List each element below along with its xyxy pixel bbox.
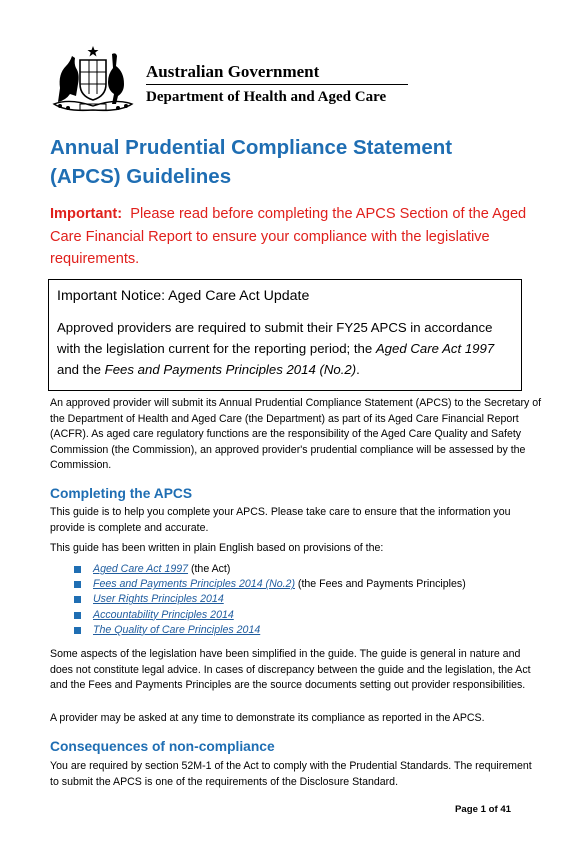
heading-completing-apcs: Completing the APCS: [50, 486, 193, 501]
square-bullet-icon: [74, 566, 81, 573]
page-number: Page 1 of 41: [455, 804, 511, 815]
consequences-paragraph-1: You are required by section 52M-1 of the Act to comply with the Prudential Standards. The requirement to submit the APCS is one of the requirements of the Disclosure Standard.: [50, 760, 532, 788]
notice-body-text-2: and the: [57, 362, 105, 377]
notice-body: [57, 317, 517, 380]
page-title: [50, 133, 520, 191]
important-label: Important:: [50, 206, 123, 222]
government-header: [50, 44, 410, 116]
list-item: [74, 623, 514, 638]
notice-title: Important Notice: Aged Care Act Update: [57, 288, 310, 304]
list-item: [74, 562, 514, 577]
list-item-suffix: (the Act): [188, 563, 231, 575]
completing-paragraph-2: This guide has been written in plain English based on provisions of the:: [50, 542, 384, 554]
government-wordmark: [146, 62, 416, 106]
important-text: Please read before completing the APCS Section of the Aged Care Financial Report to ensure your compliance with the legislative requirements.: [50, 206, 527, 267]
coat-of-arms-icon: [50, 44, 136, 114]
completing-paragraph-4: A provider may be asked at any time to demonstrate its compliance as reported in the APCS.: [50, 712, 485, 724]
page-title-line1: Annual Prudential Compliance Statement: [50, 136, 453, 159]
notice-act-name: Aged Care Act 1997: [375, 341, 495, 356]
notice-box: [48, 279, 522, 391]
list-item-suffix: (the Fees and Payments Principles): [294, 578, 466, 591]
heading-consequences: Consequences of non-compliance: [50, 739, 275, 754]
department-name: Department of Health and Aged Care: [146, 89, 387, 105]
page-title-line2: (APCS) Guidelines: [50, 165, 232, 188]
intro-paragraph: An approved provider will submit its Annual Prudential Compliance Statement (APCS) to the Secretary of the Department of Health and Aged Care (the Department) as part of its Aged Care Financial Report (ACFR). As aged care regulatory functions are the responsibility of the Aged Care Quality and Safety Commission (the Commission), an approved provider's prudential compliance will be assessed by the Commission.: [50, 397, 542, 472]
legislation-list: [74, 562, 514, 638]
link-quality-of-care-principles[interactable]: The Quality of Care Principles 2014: [93, 623, 261, 636]
link-accountability-principles[interactable]: Accountability Principles 2014: [93, 608, 234, 621]
link-aged-care-act[interactable]: Aged Care Act 1997: [93, 563, 189, 575]
list-item: [74, 592, 514, 607]
list-item: [74, 608, 514, 623]
notice-body-text-3: .: [356, 362, 360, 377]
link-fees-payments-principles[interactable]: Fees and Payments Principles 2014 (No.2): [93, 578, 295, 591]
header-divider: [146, 84, 408, 85]
square-bullet-icon: [74, 627, 81, 634]
notice-principles-name: Fees and Payments Principles 2014 (No.2): [104, 362, 357, 377]
government-name: Australian Government: [146, 62, 320, 81]
completing-paragraph-3: Some aspects of the legislation have been simplified in the guide. The guide is general in nature and does not constitute legal advice. In cases of discrepancy between the guide and the legislation, the Act and the Fees and Payments Principles are the source documents setting out provider responsibilities.: [50, 648, 531, 692]
important-message: [50, 203, 540, 271]
link-user-rights-principles[interactable]: User Rights Principles 2014: [93, 593, 224, 606]
notice-body-text-1: Approved providers are required to submit their FY25 APCS in accordance with the legislation current for the reporting period; the: [57, 320, 493, 356]
square-bullet-icon: [74, 612, 81, 619]
list-item: [74, 577, 514, 592]
square-bullet-icon: [74, 596, 81, 603]
square-bullet-icon: [74, 581, 81, 588]
completing-paragraph-1: This guide is to help you complete your APCS. Please take care to ensure that the information you provide is complete and accurate.: [50, 506, 511, 534]
